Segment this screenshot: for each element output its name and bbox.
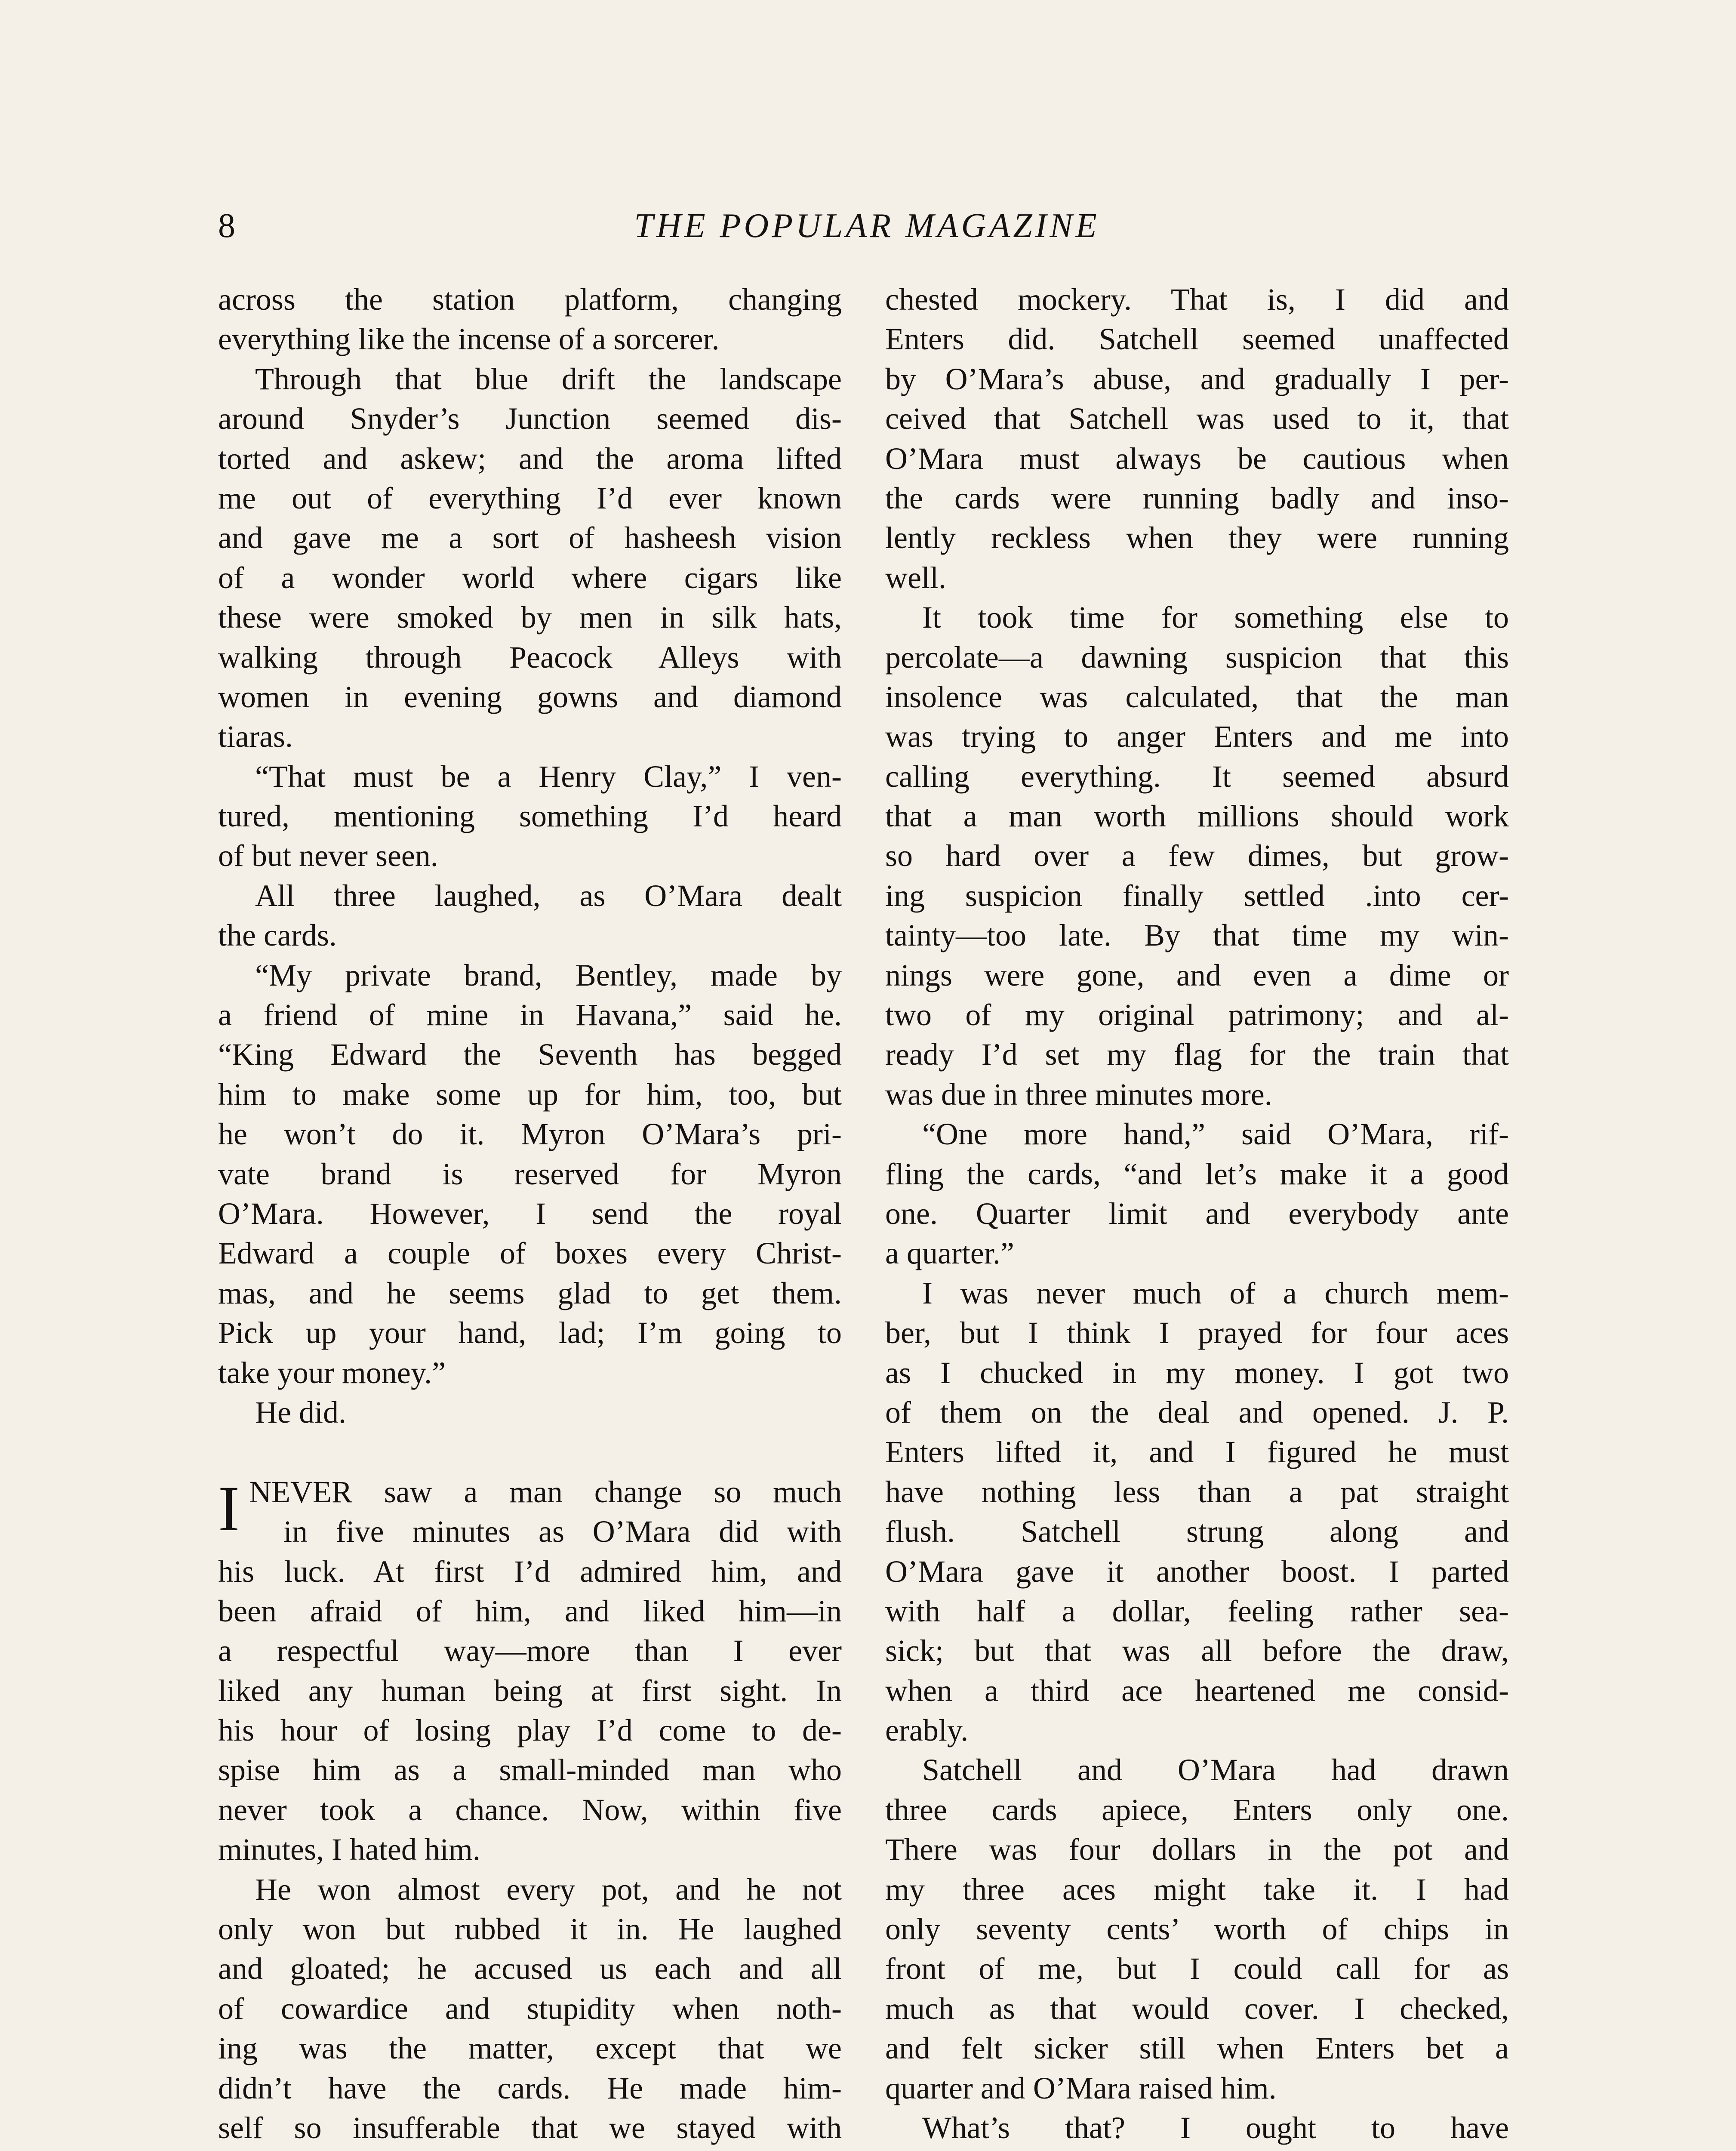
text-line: of a wonder world where cigars like [218,560,842,595]
text-line: one. Quarter limit and everybody ante [885,1196,1509,1231]
text-line: a friend of mine in Havana,” said he. [218,998,842,1032]
text-line: around Snyder’s Junction seemed dis- [218,401,842,436]
text-line: him to make some up for him, too, but [218,1077,842,1112]
text-line: O’Mara must always be cautious when [885,441,1509,476]
text-line: two of my original patrimony; and al- [885,998,1509,1032]
text-line: tured, mentioning something I’d heard [218,799,842,834]
text-line: was due in three minutes more. [885,1077,1272,1112]
paragraph [218,876,842,955]
text-line: self so insufferable that we stayed with [218,2110,842,2145]
text-line: nings were gone, and even a dime or [885,958,1509,992]
text-line: “My private brand, Bentley, made by [255,958,842,992]
text-line: when a third ace heartened me consid- [885,1673,1509,1708]
text-line: insolence was calculated, that the man [885,679,1509,714]
text-line: of them on the deal and opened. J. P. [885,1395,1509,1430]
paragraph [885,280,1509,598]
text-line: across the station platform, changing [218,282,842,317]
text-line: “One more hand,” said O’Mara, rif- [922,1117,1509,1152]
text-line: have nothing less than a pat straight [885,1474,1509,1509]
text-line: his luck. At first I’d admired him, and [218,1554,842,1589]
text-line: women in evening gowns and diamond [218,679,842,714]
paragraph [218,757,842,876]
text-line: He won almost every pot, and he not [255,1872,842,1907]
text-line: percolate—a dawning suspicion that this [885,640,1509,675]
text-line: so hard over a few dimes, but grow- [885,838,1509,873]
page-number: 8 [218,207,235,245]
text-line: NEVER saw a man change so much [249,1474,842,1509]
right-column [885,280,1509,2151]
paragraph [885,598,1509,1114]
text-line: Through that blue drift the landscape [255,361,842,396]
text-line: that a man worth millions should work [885,799,1509,834]
text-line: Enters lifted it, and I figured he must [885,1435,1509,1470]
text-line [885,2148,1509,2151]
text-line: calling everything. It seemed absurd [885,759,1509,794]
text-line: “King Edward the Seventh has begged [218,1037,842,1072]
text-line: chested mockery. That is, I did and [885,282,1509,317]
text-line: “That must be a Henry Clay,” I ven- [255,759,842,794]
paragraph [218,1393,842,1432]
text-line: only seventy cents’ worth of chips in [885,1912,1509,1947]
text-line: lently reckless when they were running [885,521,1509,555]
text-line: the cards were running badly and inso- [885,481,1509,515]
text-line: mas, and he seems glad to get them. [218,1276,842,1310]
text-line: tainty—too late. By that time my win- [885,918,1509,953]
text-line: erably. [885,1713,969,1748]
text-line: by O’Mara’s abuse, and gradually I per- [885,361,1509,396]
text-line: front of me, but I could call for as [885,1951,1509,1986]
text-line: I was never much of a church mem- [922,1276,1509,1310]
text-line: of cowardice and stupidity when noth- [218,1991,842,2026]
text-line: There was four dollars in the pot and [885,1832,1509,1867]
text-line: What’s that? I ought to have [922,2110,1509,2145]
paragraph [218,359,842,757]
text-line: O’Mara. However, I send the royal [218,1196,842,1231]
text-line: Edward a couple of boxes every Christ- [218,1236,842,1271]
text-line: three cards apiece, Enters only one. [885,1792,1509,1827]
text-line: been afraid of him, and liked him—in [218,1593,842,1628]
text-line: ceived that Satchell was used to it, that [885,401,1509,436]
text-line: Enters did. Satchell seemed unaffected [885,322,1509,357]
paragraph [218,280,842,359]
text-line: a quarter.” [885,1236,1014,1271]
text-line: of but never seen. [218,838,438,873]
text-line: these were smoked by men in silk hats, [218,600,842,635]
text-line: never took a chance. Now, within five [218,1792,842,1827]
text-line: take your money.” [218,1355,446,1390]
section-break [218,1432,842,1472]
text-line: ing was the matter, except that we [218,2031,842,2066]
text-line: tiaras. [218,719,293,754]
left-column [218,280,842,2151]
text-line: and gloated; he accused us each and all [218,1951,842,1986]
text-line: minutes, I hated him. [218,1832,480,1867]
text-line: and gave me a sort of hasheesh vision [218,521,842,555]
text-line: only won but rubbed it in. He laughed [218,1912,842,1947]
text-line: his hour of losing play I’d come to de- [218,1713,842,1748]
paragraph [885,1750,1509,2108]
paragraph [218,1870,842,2151]
text-line: didn’t have the cards. He made him- [218,2071,842,2105]
text-line: quarter and O’Mara raised him. [885,2071,1277,2105]
text-line: well. [885,560,946,595]
text-line: and felt sicker still when Enters bet a [885,2031,1509,2066]
paragraph [885,1114,1509,1273]
text-line: fling the cards, “and let’s make it a good [885,1156,1509,1191]
text-line: Satchell and O’Mara had drawn [922,1753,1509,1787]
text-line: vate brand is reserved for Myron [218,1156,842,1191]
text-line: It took time for something else to [922,600,1509,635]
text-line: torted and askew; and the aroma lifted [218,441,842,476]
paragraph [885,1273,1509,1750]
text-line: walking through Peacock Alleys with [218,640,842,675]
text-line: Pick up your hand, lad; I’m going to [218,1316,842,1350]
paragraph [885,2108,1509,2151]
text-line: with half a dollar, feeling rather sea- [885,1593,1509,1628]
text-line: flush. Satchell strung along and [885,1514,1509,1549]
text-line: All three laughed, as O’Mara dealt [255,878,842,913]
text-line: a respectful way—more than I ever [218,1633,842,1668]
text-line: ready I’d set my flag for the train that [885,1037,1509,1072]
text-line: He did. [255,1395,346,1430]
text-line: as I chucked in my money. I got two [885,1355,1509,1390]
text-line: O’Mara gave it another boost. I parted [885,1554,1509,1589]
text-line: the cards. [218,918,337,953]
text-line: he won’t do it. Myron O’Mara’s pri- [218,1117,842,1152]
text-line: everything like the incense of a sorcerer. [218,322,720,357]
text-line: ber, but I think I prayed for four aces [885,1316,1509,1350]
running-title: THE POPULAR MAGAZINE [634,207,1100,245]
text-line: much as that would cover. I checked, [885,1991,1509,2026]
drop-cap: I [218,1473,240,1544]
text-line [218,2148,842,2151]
paragraph [218,1472,842,1870]
text-line: spise him as a small-minded man who [218,1753,842,1787]
text-line: me out of everything I’d ever known [218,481,842,515]
paragraph [218,955,842,1393]
page-header [218,202,1516,254]
text-line: sick; but that was all before the draw, [885,1633,1509,1668]
text-line: ing suspicion finally settled .into cer- [885,878,1509,913]
text-line: my three aces might take it. I had [885,1872,1509,1907]
text-line: was trying to anger Enters and me into [885,719,1509,754]
text-line: in five minutes as O’Mara did with [283,1514,842,1549]
text-line: liked any human being at first sight. In [218,1673,842,1708]
